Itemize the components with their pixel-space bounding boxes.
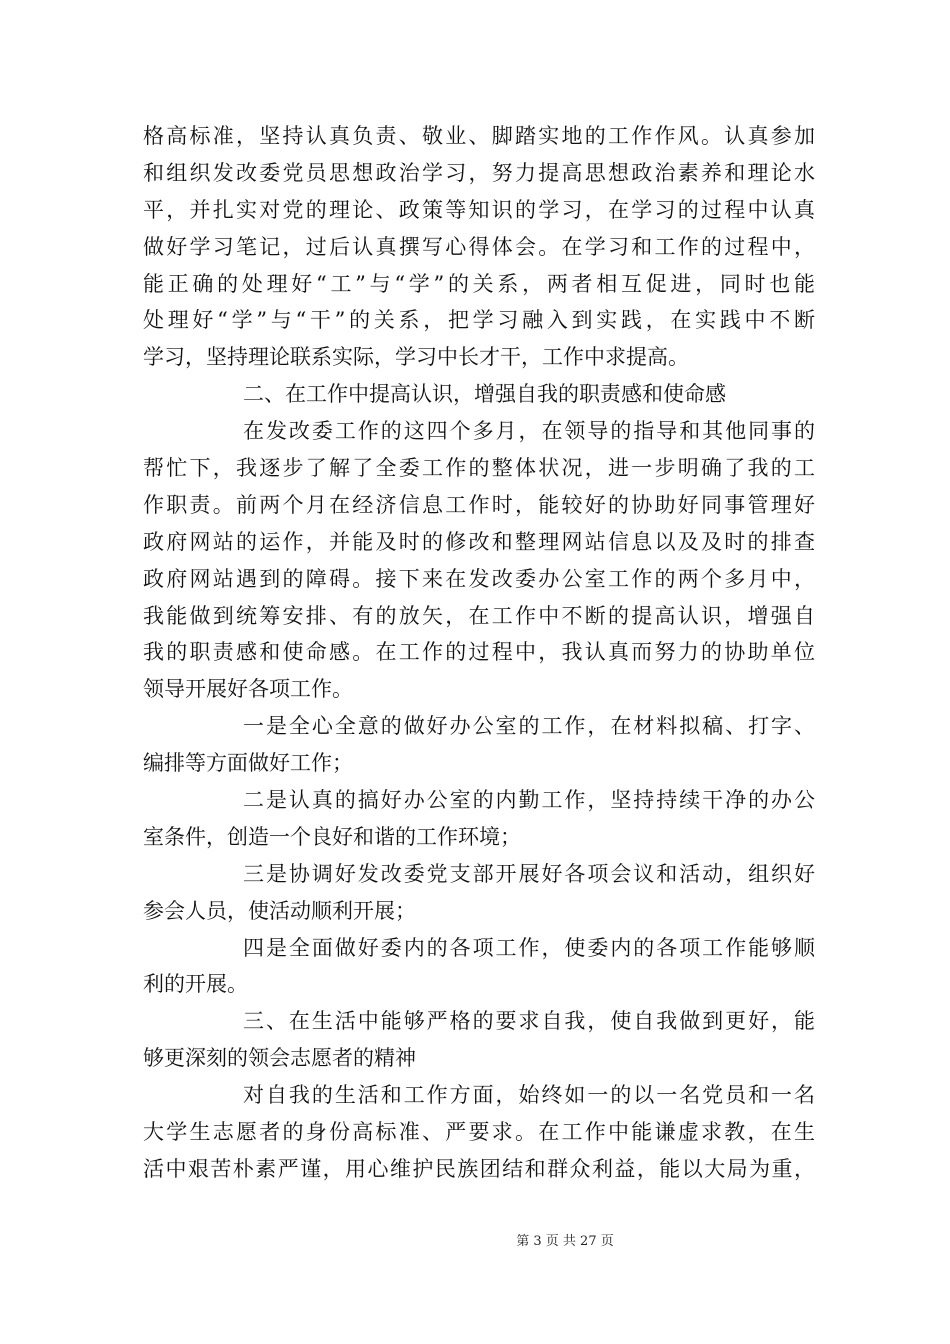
list-item-line: 室条件，创造一个良好和谐的工作环境； [143, 824, 521, 849]
list-item-line: 三是协调好发改委党支部开展好各项会议和活动，组织好 [243, 861, 815, 886]
text-line: 和组织发改委党员思想政治学习，努力提高思想政治素养和理论水 [143, 160, 815, 185]
text-line: 帮忙下，我逐步了解了全委工作的整体状况，进一步明确了我的工 [143, 456, 815, 481]
text-line: 对自我的生活和工作方面，始终如一的以一名党员和一名 [243, 1083, 815, 1108]
list-item-line: 利的开展。 [143, 972, 248, 997]
list-item-line: 参会人员，使活动顺利开展； [143, 898, 416, 923]
text-line: 格高标准，坚持认真负责、敬业、脚踏实地的工作作风。认真参加 [143, 124, 815, 148]
list-item-line: 编排等方面做好工作； [143, 751, 353, 776]
text-line: 大学生志愿者的身份高标准、严要求。在工作中能谦虚求教，在生 [143, 1120, 815, 1145]
text-line: 政府网站的运作，并能及时的修改和整理网站信息以及及时的排查 [143, 529, 815, 554]
text-line: 处理好“学”与“干”的关系，把学习融入到实践，在实践中不断 [143, 308, 815, 333]
section-heading: 三、在生活中能够严格的要求自我，使自我做到更好，能 [243, 1009, 815, 1034]
text-line: 我的职责感和使命感。在工作的过程中，我认真而努力的协助单位 [143, 640, 815, 665]
text-line: 政府网站遇到的障碍。接下来在发改委办公室工作的两个多月中， [143, 566, 815, 591]
list-item-line: 一是全心全意的做好办公室的工作，在材料拟稿、打字、 [243, 714, 815, 739]
text-line: 作职责。前两个月在经济信息工作时，能较好的协助好同事管理好 [143, 492, 815, 517]
list-item-line: 二是认真的搞好办公室的内勤工作，坚持持续干净的办公 [243, 788, 815, 813]
section-heading: 够更深刻的领会志愿者的精神 [143, 1046, 416, 1071]
page-number: 第 3 页 共 27 页 [516, 1234, 614, 1249]
text-line: 做好学习笔记，过后认真撰写心得体会。在学习和工作的过程中， [143, 234, 815, 259]
text-line: 我能做到统筹安排、有的放矢，在工作中不断的提高认识，增强自 [143, 603, 815, 628]
text-line: 活中艰苦朴素严谨，用心维护民族团结和群众利益，能以大局为重， [143, 1156, 815, 1181]
text-line: 领导开展好各项工作。 [143, 677, 353, 702]
list-item-line: 四是全面做好委内的各项工作，使委内的各项工作能够顺 [243, 935, 815, 960]
text-line: 学习，坚持理论联系实际，学习中长才干，工作中求提高。 [143, 345, 689, 370]
text-line: 平，并扎实对党的理论、政策等知识的学习，在学习的过程中认真 [143, 197, 815, 222]
text-line: 能正确的处理好“工”与“学”的关系，两者相互促进，同时也能 [143, 271, 815, 296]
document-body [143, 118, 815, 1188]
section-heading: 二、在工作中提高认识，增强自我的职责感和使命感 [243, 382, 726, 407]
text-line: 在发改委工作的这四个多月，在领导的指导和其他同事的 [243, 419, 815, 444]
